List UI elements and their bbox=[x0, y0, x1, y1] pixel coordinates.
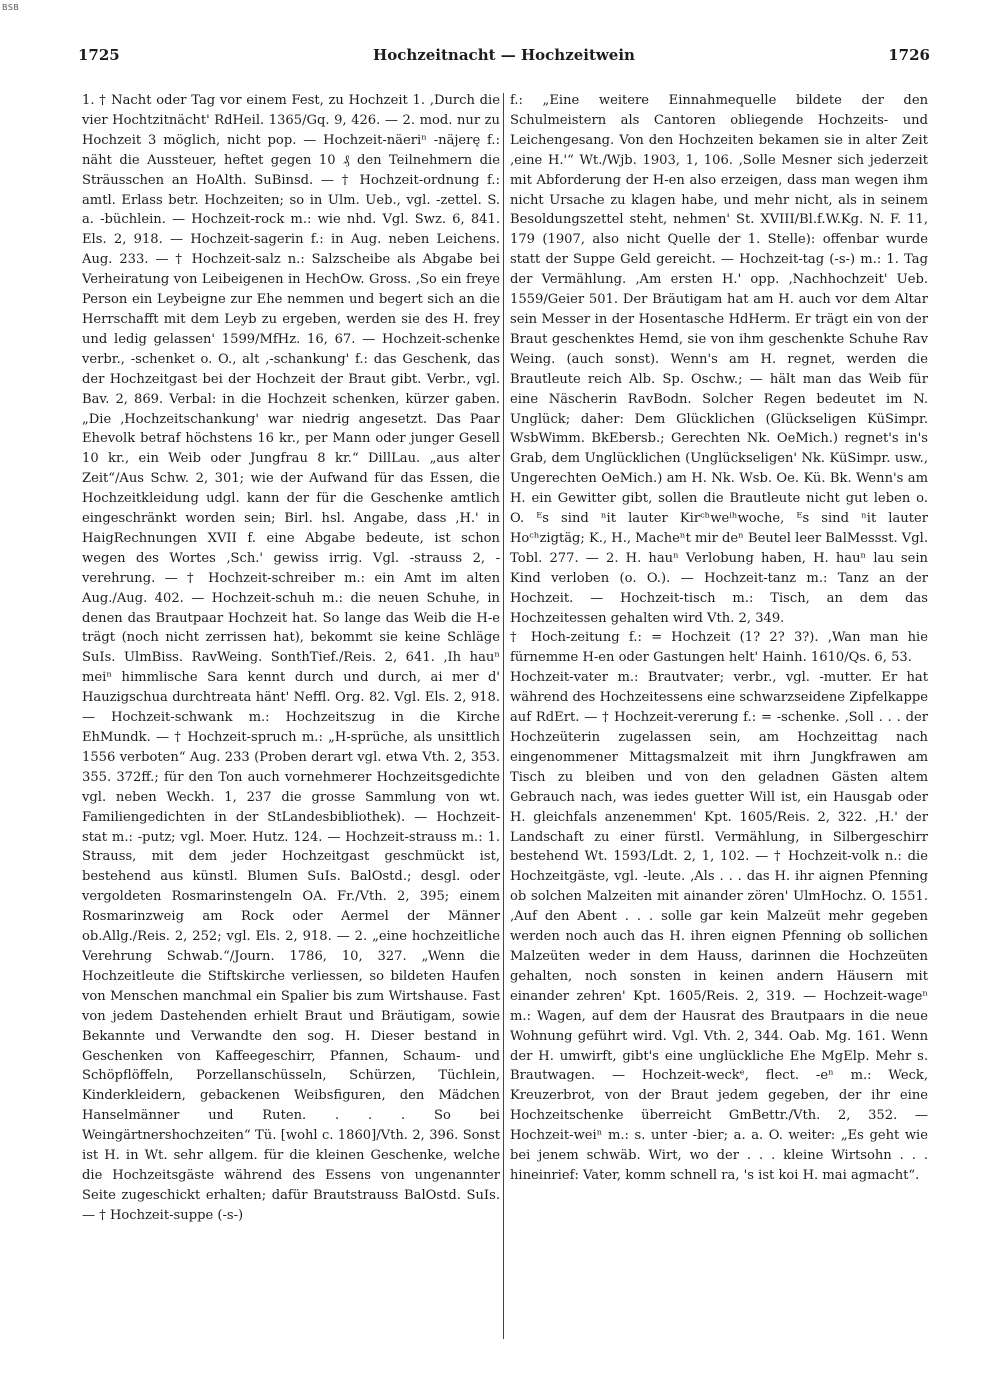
left-column bbox=[82, 91, 500, 1351]
right-column bbox=[510, 91, 928, 1351]
right-paragraph: † Hoch-zeitung f.: = Hochzeit (1? 2? 3?). ‚Wan man hie fürnemme H-en oder Gastungen helt' Hainh. 1610/Qs. 6, 53. bbox=[510, 630, 928, 666]
left-paragraph: 1. † Nacht oder Tag vor einem Fest, zu Hochzeit 1. ‚Durch die vier Hochtzitnächt' RdHeil. 1365/Gq. 9, 426. — 2. mod. nur zu Hochzeit 3 möglich, nicht pop. — Hochzeit-näeriⁿ -näjerę f.: näht die Aussteuer, heftet gegen 10 ₰ den Teilnehmern die Sträusschen an HoAlth. SuBinsd. — † Hochzeit-ordnung f.: amtl. Erlass betr. Hochzeiten; so in Ulm. Ueb., vgl. -zettel. S. a. -büchlein. — Hochzeit-rock m.: wie nhd. Vgl. Swz. 6, 841. Els. 2, 918. — Hochzeit-sagerin f.: in Aug. neben Leichens. Aug. 233. — † Hochzeit-salz n.: Salzscheibe als Abgabe bei Verheiratung von Leibeigenen in HechOw. Gross. ‚So ein freye Person ein Leybeigne zur Ehe nemmen und begert sich an die Herrschafft mit dem Leyb zu ergeben, werden sie des H. frey und ledig gelassen' 1599/MfHz. 16, 67. — Hochzeit-schenke verbr., -schenket o. O., alt ‚-schankung' f.: das Geschenk, das der Hochzeitgast bei der Hochzeit der Braut gibt. Verbr., vgl. Bav. 2, 869. Verbal: in die Hochzeit schenken, kürzer gaben. „Die ‚Hochzeitschankung' war niedrig angesetzt. Das Paar Ehevolk betraf höchstens 16 kr., per Mann oder junger Gesell 10 kr., ein Weib oder Jungfrau 8 kr.“ DillLau. „aus alter Zeit“/Aus Schw. 2, 301; wie der Aufwand für das Essen, die Hochzeitkleidung udgl. kann der für die Geschenke amtlich eingeschränkt worden sein; Birl. hsl. Angabe, dass ‚H.' in HaigRechnungen XVII f. eine Abgabe bedeute, ist schon wegen des Wortes ‚Sch.' gewiss irrig. Vgl. -strauss 2, -verehrung. — † Hochzeit-schreiber m.: ein Amt im alten Aug./Aug. 402. — Hochzeit-schuh m.: die neuen Schuhe, in denen das Brautpaar Hochzeit hat. So lange das Weib die H-e trägt (noch nicht zerrissen hat), bekommt sie keine Schläge SuIs. UlmBiss. RavWeing. SonthTief./Reis. 2, 641. ‚Ih hauⁿ meiⁿ himmlische Sara kennt durch und durch, ai mer d' Hauzigschua durchtreata hänt' Neffl. Org. 82. Vgl. Els. 2, 918. — Hochzeit-schwank m.: Hochzeitszug in die Kirche EhMundk. — † Hochzeit-spruch m.: „H-sprüche, als unsittlich 1556 verboten“ Aug. 233 (Proben derart vgl. etwa Vth. 2, 353. 355. 372ff.; für den Ton auch vornehmerer Hochzeitsgedichte vgl. neben Weckh. 1, 237 die grosse Sammlung von wt. Familiengedichten in der StLandesbibliothek). — Hochzeit-stat m.: -putz; vgl. Moer. Hutz. 124. — Hochzeit-strauss m.: 1. Strauss, mit dem jeder Hochzeitgast geschmückt ist, bestehend aus künstl. Blumen SuIs. BalOstd.; desgl. oder vergoldeten Rosmarinstengeln OA. Fr./Vth. 2, 395; einem Rosmarinzweig am Rock oder Aermel der Männer ob.Allg./Reis. 2, 252; vgl. Els. 2, 918. — 2. „eine hochzeitliche Verehrung Schwab.“/Journ. 1786, 10, 327. „Wenn die Hochzeitleute die Stiftskirche verliessen, so bildeten Haufen von Menschen manchmal ein Spalier bis zum Wirtshause. Fast von jedem Dastehenden erhielt Braut und Bräutigam, sowie Bekannte und Verwandte den sog. H. Dieser bestand in Geschenken von Kaffeegeschirr, Pfannen, Schaum- und Schöpflöffeln, Porzellanschüsseln, Schürzen, Tüchlein, Kinderkleidern, gebackenen Weibsfiguren, den Mädchen Hanselmänner und Ruten. . . . So bei Weingärtnershochzeiten“ Tü. [wohl c. 1860]/Vth. 2, 396. Sonst ist H. in Wt. sehr allgem. für die kleinen Geschenke, welche die Hochzeitsgäste während des Essens von ungenannter Seite zugeschickt erhalten; dafür Brautstrauss BalOstd. SuIs. — † Hochzeit-suppe (-s-) bbox=[82, 93, 500, 1223]
column-divider bbox=[503, 93, 504, 1339]
page-header bbox=[78, 46, 930, 70]
library-stamp: BSB bbox=[2, 3, 20, 12]
right-paragraph: f.: „Eine weitere Einnahmequelle bildete der den Schulmeistern als Cantoren obliegende Hochzeits- und Leichengesang. Von den Hochzeiten bekamen sie in alter Zeit ‚eine H.'“ Wt./Wjb. 1903, 1, 106. ‚Solle Mesner sich jederzeit mit Abforderung der H-en also erzeigen, dass man wegen ihm nicht Ursache zu klagen habe, und mehr nicht, als in seinem Besoldungszettel steht, nehmen' St. XVIII/Bl.f.W.Kg. N. F. 11, 179 (1907, also nicht Quelle der 1. Stelle): offenbar wurde statt der Suppe Geld gereicht. — Hochzeit-tag (-s-) m.: 1. Tag der Vermählung. ‚Am ersten H.' opp. ‚Nachhochzeit' Ueb. 1559/Geier 501. Der Bräutigam hat am H. auch vor dem Altar sein Messer in der Hosentasche HdHerm. Er trägt ein von der Braut geschenktes Hemd, sie von ihm geschenkte Schuhe Rav Weing. (auch sonst). Wenn's am H. regnet, werden die Brautleute reich Alb. Sp. Oschw.; — hält man das Weib für eine Näscherin RavBodn. Solcher Regen bedeutet im N. Unglück; daher: Dem Glücklichen (Glückseligen KüSimpr. WsbWimm. BkEbersb.; Gerechten Nk. OeMich.) regnet's in's Grab, dem Unglücklichen (Unglückseligen' Nk. KüSimpr. usw., Ungerechten OeMich.) am H. Nk. Wsb. Oe. Kü. Bk. Wenn's am H. ein Gewitter gibt, sollen die Brautleute nicht gut leben o. O. ᴱs sind ⁿit lauter Kirᶜʰweⁱʰwoche, ᴱs sind ⁿit lauter Hoᶜʰzigtäg; K., H., Macheⁿt mir deⁿ Beutel leer BalMessst. Vgl. Tobl. 277. — 2. H. hauⁿ Verlobung haben, H. hauⁿ lau sein Kind verloben (o. O.). — Hochzeit-tanz m.: Tanz an der Hochzeit. — Hochzeit-tisch m.: Tisch, an dem das Hochzeitessen gehalten wird Vth. 2, 349. bbox=[510, 93, 928, 626]
page-number-left: 1725 bbox=[78, 46, 120, 64]
page-number-right: 1726 bbox=[888, 46, 930, 64]
page-title: Hochzeitnacht — Hochzeitwein bbox=[373, 46, 635, 64]
right-paragraph: Hochzeit-vater m.: Brautvater; verbr., vgl. -mutter. Er hat während des Hochzeitessens eine schwarzseidene Zipfelkappe auf RdErt. — † Hochzeit-vererung f.: = -schenke. ‚Soll . . . der Hochzeüterin zugelassen sein, am Hochzeittag nach eingenommener Mittagsmalzeit mit ihrn Jungkfrawen am Tisch zu bleiben und von den geladnen Gästen altem Gebrauch nach, was iedes guetter Will ist, ein Hausgab oder H. gleichfals anzenemmen' Kpt. 1605/Reis. 2, 322. ‚H.' der Landschaft zu einer fürstl. Vermählung, in Silbergeschirr bestehend Wt. 1593/Ldt. 2, 1, 102. — † Hochzeit-volk n.: die Hochzeitgäste, vgl. -leute. ‚Als . . . das H. ihr aignen Pfenning ob solchen Malzeiten mit ainander zören' UlmHochz. O. 1551. ‚Auf den Abent . . . solle gar kein Malzeüt mehr gegeben werden noch auch das H. ihren eignen Pfenning ob sollichen Malzeüten weder in dem Hauss, darinnen die Hochzeüten gehalten, noch sonsten in keinen andern Häusern mit einander zehren' Kpt. 1605/Reis. 2, 319. — Hochzeit-wageⁿ m.: Wagen, auf dem der Hausrat des Brautpaars in die neue Wohnung geführt wird. Vgl. Vth. 2, 344. Oab. Mg. 161. Wenn der H. umwirft, gibt's eine unglückliche Ehe MgElp. Mehr s. Brautwagen. — Hochzeit-weckᵉ, flect. -eⁿ m.: Weck, Kreuzerbrot, von der Braut jedem gegeben, der ihr eine Hochzeitschenke überreicht GmBettr./Vth. 2, 352. — Hochzeit-weiⁿ m.: s. unter -bier; a. a. O. weiter: „Es geht wie bei jenem schwäb. Wirt, wo der . . . kleine Wirtsohn . . . hineinrief: Vater, komm schnell ra, 's ist koi H. mai agmacht“. bbox=[510, 670, 928, 1183]
